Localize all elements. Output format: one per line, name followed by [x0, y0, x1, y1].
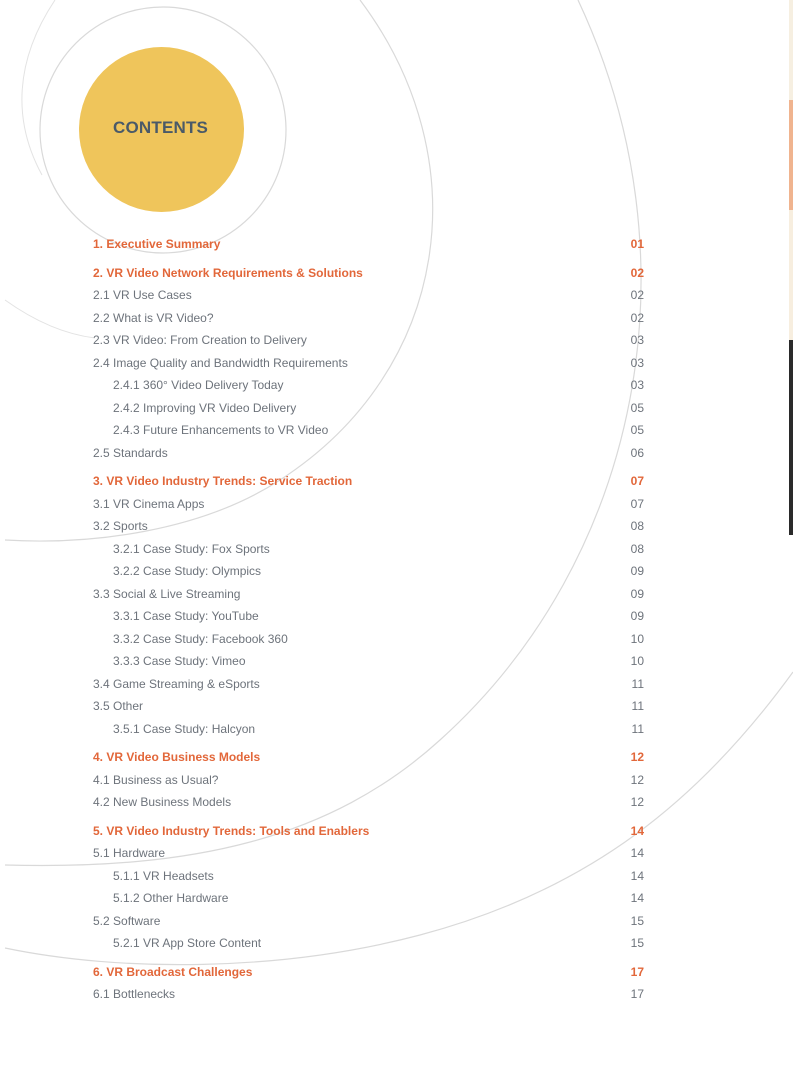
toc-entry[interactable] — [93, 865, 644, 888]
toc-entry-page-number: 07 — [630, 474, 644, 488]
toc-entry-page-number: 14 — [630, 823, 644, 838]
toc-entry-label: 2.1 VR Use Cases — [93, 288, 192, 302]
toc-entry-page-number: 09 — [630, 564, 644, 578]
toc-entry-label: 3.2.1 Case Study: Fox Sports — [113, 541, 270, 556]
toc-entry-page-number: 02 — [630, 310, 644, 325]
toc-entry-page-number: 10 — [630, 654, 644, 668]
toc-entry-page-number: 11 — [631, 676, 644, 691]
toc-section-entry[interactable] — [93, 746, 644, 769]
toc-entry[interactable] — [93, 397, 644, 420]
toc-entry-label: 3.1 VR Cinema Apps — [93, 496, 205, 511]
toc-entry[interactable] — [93, 284, 644, 307]
toc-entry-label: 4.1 Business as Usual? — [93, 772, 219, 787]
toc-entry-page-number: 15 — [630, 936, 644, 950]
toc-entry-page-number: 11 — [631, 721, 644, 736]
toc-entry[interactable] — [93, 374, 644, 397]
page-title: CONTENTS — [113, 118, 209, 137]
toc-entry-page-number: 12 — [630, 772, 644, 787]
toc-entry-label: 3.2 Sports — [93, 519, 148, 533]
toc-entry[interactable] — [93, 628, 644, 651]
toc-entry[interactable] — [93, 329, 644, 352]
toc-entry-label: 5.1.2 Other Hardware — [113, 891, 229, 905]
toc-entry-label: 2.4 Image Quality and Bandwidth Requirements — [93, 355, 348, 370]
page-edge-strip — [789, 0, 793, 535]
toc-entry[interactable] — [93, 769, 644, 792]
toc-entry-label: 3. VR Video Industry Trends: Service Traction — [93, 474, 353, 488]
toc-section-entry[interactable] — [93, 961, 644, 984]
toc-entry[interactable] — [93, 910, 644, 933]
toc-entry-page-number: 14 — [630, 846, 644, 860]
toc-entry-label: 1. Executive Summary — [93, 237, 221, 251]
toc-entry-page-number: 05 — [630, 423, 644, 437]
toc-entry[interactable] — [93, 695, 644, 718]
toc-entry-label: 2.3 VR Video: From Creation to Delivery — [93, 333, 307, 347]
toc-entry[interactable] — [93, 352, 644, 375]
toc-entry-page-number: 15 — [630, 913, 644, 928]
toc-entry[interactable] — [93, 560, 644, 583]
toc-entry-label: 6.1 Bottlenecks — [93, 987, 176, 1001]
toc-entry-page-number: 05 — [630, 400, 644, 415]
toc-entry-page-number: 07 — [630, 496, 644, 511]
toc-entry-page-number: 12 — [630, 750, 644, 764]
table-of-contents — [93, 233, 644, 1006]
toc-entry[interactable] — [93, 307, 644, 330]
toc-entry-page-number: 09 — [630, 609, 644, 623]
toc-entry[interactable] — [93, 791, 644, 814]
toc-entry[interactable] — [93, 842, 644, 865]
toc-entry-label: 3.3.3 Case Study: Vimeo — [113, 654, 246, 668]
toc-entry[interactable] — [93, 650, 644, 673]
toc-entry-label: 5.1.1 VR Headsets — [113, 868, 214, 883]
toc-entry[interactable] — [93, 887, 644, 910]
toc-entry-label: 5. VR Video Industry Trends: Tools and Enablers — [93, 823, 370, 838]
toc-entry[interactable] — [93, 583, 644, 606]
toc-entry-page-number: 02 — [630, 265, 644, 280]
toc-entry-label: 2.5 Standards — [93, 445, 168, 460]
toc-section-entry[interactable] — [93, 233, 644, 256]
toc-entry-label: 2.2 What is VR Video? — [93, 310, 214, 325]
toc-entry-label: 5.2 Software — [93, 913, 161, 928]
toc-entry-page-number: 03 — [630, 378, 644, 392]
toc-entry-label: 2. VR Video Network Requirements & Solutions — [93, 265, 363, 280]
toc-entry-page-number: 08 — [630, 519, 644, 533]
toc-entry-label: 3.3.2 Case Study: Facebook 360 — [113, 631, 288, 646]
toc-entry-label: 5.1 Hardware — [93, 846, 166, 860]
toc-entry-label: 4.2 New Business Models — [93, 795, 232, 809]
toc-section-entry[interactable] — [93, 262, 644, 285]
toc-section-entry[interactable] — [93, 820, 644, 843]
toc-entry[interactable] — [93, 538, 644, 561]
toc-entry-label: 3.5 Other — [93, 699, 144, 713]
toc-entry-label: 6. VR Broadcast Challenges — [93, 964, 253, 979]
toc-entry-page-number: 11 — [631, 699, 644, 713]
toc-entry-page-number: 03 — [630, 333, 644, 347]
toc-entry-label: 3.5.1 Case Study: Halcyon — [113, 721, 256, 736]
toc-entry[interactable] — [93, 673, 644, 696]
toc-entry[interactable] — [93, 419, 644, 442]
toc-entry[interactable] — [93, 493, 644, 516]
toc-entry[interactable] — [93, 605, 644, 628]
toc-entry-label: 3.3 Social & Live Streaming — [93, 586, 241, 601]
toc-entry-page-number: 17 — [630, 987, 644, 1001]
toc-entry-page-number: 12 — [630, 795, 644, 809]
toc-entry-label: 3.2.2 Case Study: Olympics — [113, 564, 262, 578]
toc-entry-label: 5.2.1 VR App Store Content — [113, 936, 262, 950]
toc-entry-page-number: 08 — [630, 541, 644, 556]
toc-entry-page-number: 17 — [630, 964, 644, 979]
toc-entry[interactable] — [93, 932, 644, 955]
toc-entry-page-number: 01 — [630, 237, 644, 251]
toc-entry[interactable] — [93, 983, 644, 1006]
toc-entry-label: 2.4.3 Future Enhancements to VR Video — [113, 423, 329, 437]
toc-entry-label: 2.4.2 Improving VR Video Delivery — [113, 400, 297, 415]
toc-entry-label: 3.4 Game Streaming & eSports — [93, 676, 260, 691]
toc-entry[interactable] — [93, 718, 644, 741]
toc-entry-page-number: 02 — [630, 288, 644, 302]
toc-entry[interactable] — [93, 515, 644, 538]
toc-entry-page-number: 10 — [630, 631, 644, 646]
toc-entry-page-number: 14 — [630, 891, 644, 905]
toc-entry-label: 3.3.1 Case Study: YouTube — [113, 609, 259, 623]
toc-entry-label: 4. VR Video Business Models — [93, 750, 261, 764]
toc-entry-page-number: 09 — [630, 586, 644, 601]
toc-section-entry[interactable] — [93, 470, 644, 493]
toc-entry-page-number: 03 — [630, 355, 644, 370]
toc-entry-page-number: 06 — [630, 445, 644, 460]
toc-entry-page-number: 14 — [630, 868, 644, 883]
toc-entry[interactable] — [93, 442, 644, 465]
toc-entry-label: 2.4.1 360° Video Delivery Today — [113, 378, 284, 392]
